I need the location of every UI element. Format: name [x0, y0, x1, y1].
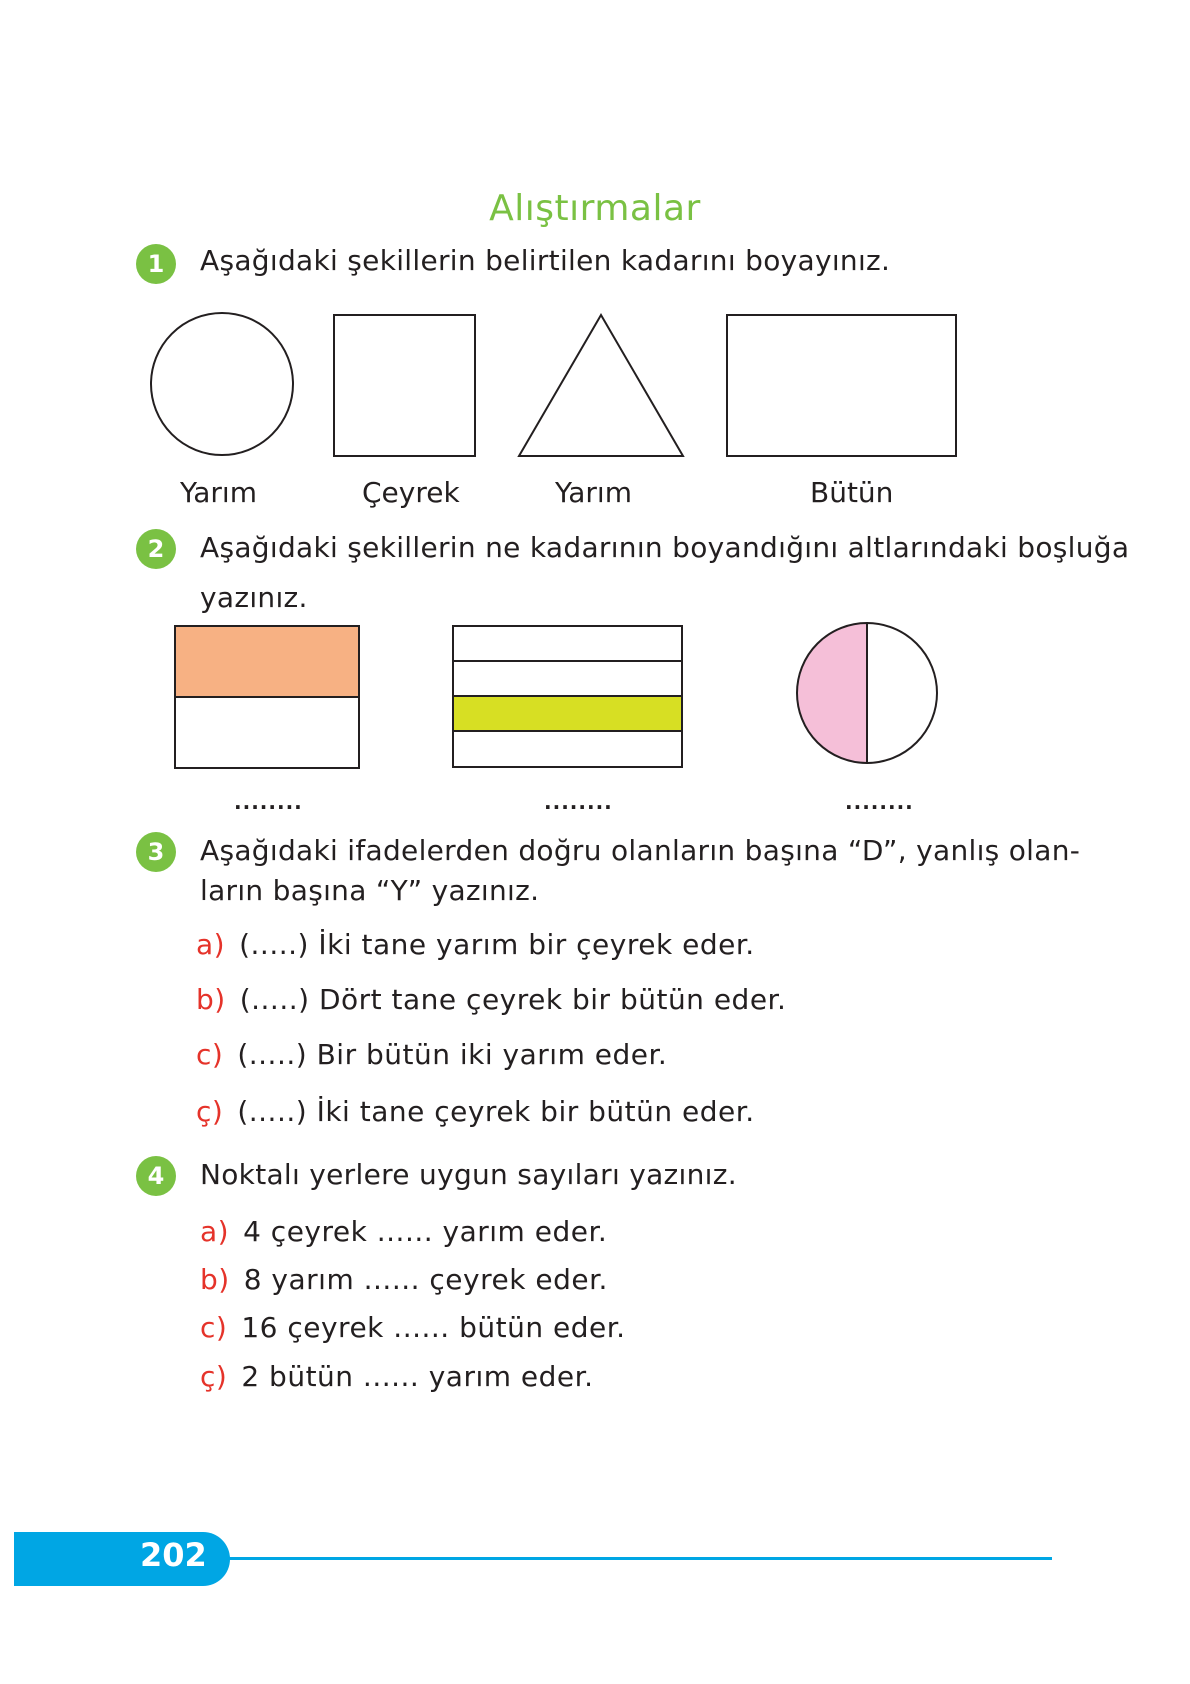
footer-divider [228, 1557, 1052, 1560]
exercise-4-number: 4 [136, 1156, 176, 1196]
rectangle-shape[interactable] [727, 315, 956, 456]
exercise-3-item-a[interactable] [196, 928, 755, 961]
exercise-3-item-c[interactable] [196, 1038, 667, 1071]
exercise-4-item-a[interactable] [200, 1215, 607, 1248]
shape-label-circle: Yarım [180, 476, 257, 509]
item-letter: ç) [200, 1360, 228, 1393]
circle-shape[interactable] [151, 313, 293, 455]
exercise-3-item-b[interactable] [196, 983, 786, 1016]
half-shaded-circle [797, 623, 937, 763]
item-text: (.....) Dört tane çeyrek bir bütün eder. [239, 983, 787, 1016]
page-number: 202 [140, 1536, 207, 1574]
quarter-shaded-rectangle [453, 626, 682, 767]
shape-label-square: Çeyrek [362, 476, 460, 509]
item-letter: c) [200, 1311, 228, 1344]
exercise-3-number: 3 [136, 832, 176, 872]
item-text: (.....) İki tane çeyrek bir bütün eder. [237, 1095, 755, 1128]
item-letter: b) [200, 1263, 230, 1296]
exercise-3-instruction-line2: ların başına “Y” yazınız. [200, 874, 540, 907]
exercise-2-instruction-line2: yazınız. [200, 581, 308, 614]
exercise-3-item-c-cedilla[interactable] [196, 1095, 755, 1128]
exercise-4-item-c[interactable] [200, 1311, 626, 1344]
exercise-1-number: 1 [136, 244, 176, 284]
shape-label-rectangle: Bütün [810, 476, 894, 509]
answer-blank-1[interactable]: ........ [234, 790, 303, 814]
item-letter: a) [200, 1215, 230, 1248]
exercise-2-instruction-line1: Aşağıdaki şekillerin ne kadarının boyandığını altlarındaki boşluğa [200, 531, 1130, 564]
square-shape[interactable] [334, 315, 475, 456]
half-shaded-rectangle [175, 626, 359, 768]
exercise-4-item-c-cedilla[interactable] [200, 1360, 594, 1393]
exercise-4-item-b[interactable] [200, 1263, 608, 1296]
exercise-4-instruction: Noktalı yerlere uygun sayıları yazınız. [200, 1158, 737, 1191]
item-letter: a) [196, 928, 226, 961]
item-text: 2 bütün ...... yarım eder. [241, 1360, 594, 1393]
item-letter: c) [196, 1038, 224, 1071]
item-letter: b) [196, 983, 226, 1016]
answer-blank-2[interactable]: ........ [544, 790, 613, 814]
item-text: (.....) İki tane yarım bir çeyrek eder. [239, 928, 755, 961]
item-text: 4 çeyrek ...... yarım eder. [243, 1215, 608, 1248]
triangle-shape[interactable] [519, 315, 683, 456]
page-title: Alıştırmalar [489, 188, 701, 229]
exercise-1-instruction: Aşağıdaki şekillerin belirtilen kadarını boyayınız. [200, 244, 891, 277]
answer-blank-3[interactable]: ........ [845, 790, 914, 814]
shape-label-triangle: Yarım [555, 476, 632, 509]
item-text: 8 yarım ...... çeyrek eder. [243, 1263, 608, 1296]
item-text: (.....) Bir bütün iki yarım eder. [237, 1038, 668, 1071]
item-text: 16 çeyrek ...... bütün eder. [241, 1311, 626, 1344]
exercise-3-instruction-line1: Aşağıdaki ifadelerden doğru olanların başına “D”, yanlış olan- [200, 834, 1081, 867]
exercise-2-number: 2 [136, 529, 176, 569]
item-letter: ç) [196, 1095, 224, 1128]
